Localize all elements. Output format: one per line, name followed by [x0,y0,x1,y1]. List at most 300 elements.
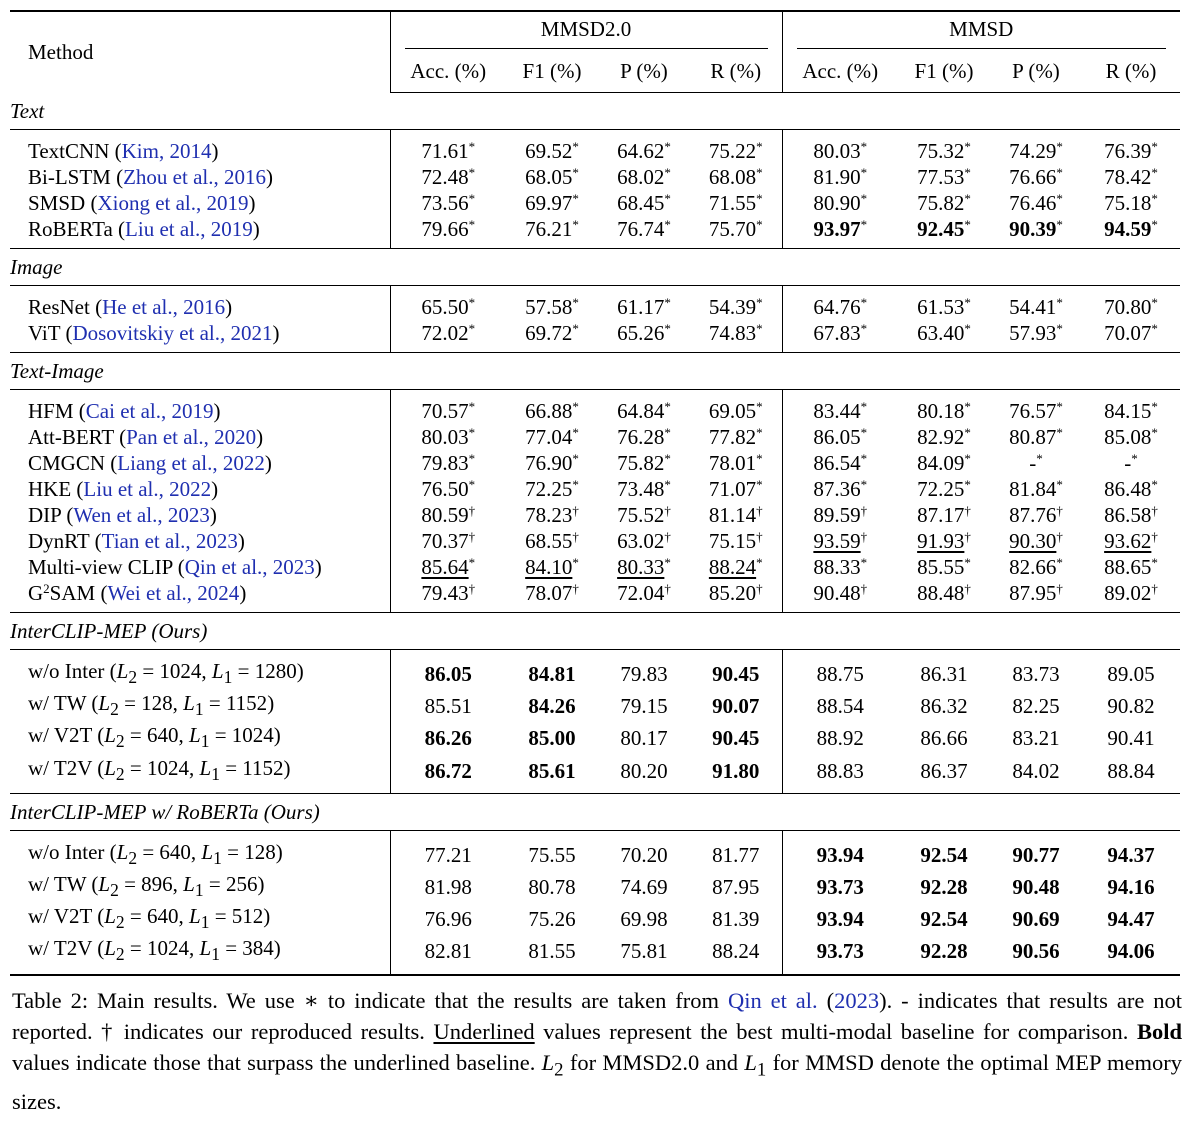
method-label: Multi-view CLIP [28,555,173,579]
cell-mark: * [1151,399,1158,414]
cell-mark: * [964,295,971,310]
symbol-l2: L [98,691,111,716]
citation-link[interactable]: Wei et al., 2024 [107,581,240,605]
citation-link[interactable]: Zhou et al., 2016 [123,165,266,189]
cell-mark: † [756,581,763,596]
l2-value: 896 [141,871,173,896]
value-cell [782,130,898,165]
cell-mark: * [664,477,671,492]
cell-mark: † [964,581,971,596]
method-label: ViT [28,321,61,345]
caption-underlined-word: Underlined [433,1019,535,1044]
symbol-l2: L [104,904,116,929]
table-row [10,390,1180,425]
symbol-sub: 2 [128,847,138,868]
value-cell [598,216,690,249]
column-header: F1 (%) [898,52,990,93]
cell-value: 90.45 [712,662,760,687]
cell-value: 76.28 [617,425,665,449]
cell-mark: * [860,295,868,310]
method-name: DIP (Wen et al., 2023) [28,503,217,527]
value-cell [390,424,506,450]
cell-value: 79.83 [620,662,668,687]
method-name: $G^2SAM$ (Wei et al., 2024) [10,580,390,613]
cell-value: 89.02 [1104,581,1152,605]
cell-value: 80.20 [620,758,668,783]
cell-value: 90.56 [1012,939,1060,964]
cell-value: 86.05 [813,425,861,449]
method-name: Multi-view CLIP (Qin et al., 2023) [28,555,322,579]
cell-mark: † [1056,581,1063,596]
cell-mark: † [1151,529,1158,544]
cell-mark: * [1151,425,1158,440]
value-cell [690,903,782,935]
value-cell [782,216,898,249]
method-label: w/ T2V ( [28,936,105,961]
value-cell [598,190,690,216]
cell-value: 81.98 [424,875,472,900]
cell-value: 74.83 [708,321,757,345]
value-cell [390,476,506,502]
cell-value: 65.50 [421,295,469,319]
cell-value: 84.15 [1104,399,1152,423]
caption-cite-year[interactable]: 2023 [834,988,880,1013]
citation-link[interactable]: Liu et al., 2022 [83,477,212,501]
cell-value: 85.08 [1104,425,1152,449]
method-name: CMGCN (Liang et al., 2022) [28,451,272,475]
value-cell [990,424,1082,450]
cell-mark: † [572,581,579,596]
cell-mark: * [1151,165,1158,180]
cell-value: 76.66 [1009,165,1057,189]
section-title: InterCLIP-MEP w/ RoBERTa (Ours) [10,793,1180,830]
citation-link[interactable]: Cai et al., 2019 [85,399,214,423]
value-cell [898,528,990,554]
cell-value: 70.37 [421,529,469,553]
cell-value: 88.84 [1107,758,1155,783]
value-cell [690,502,782,528]
cell-value: 80.87 [1009,425,1057,449]
cell-value: 75.70 [708,217,757,241]
method-label: Bi-LSTM [28,165,111,189]
l1-value: 512 [231,904,264,929]
cell-value: 88.24 [712,939,760,964]
cell-value: 84.09 [917,451,965,475]
method-name: w/ TW ($L_2 = 128$, $L_1 = 1152$) [28,691,275,720]
cell-value: 57.58 [525,295,573,319]
value-cell [690,650,782,691]
cell-value: 87.36 [813,477,861,501]
value-cell [506,320,598,353]
citation-link[interactable]: Kim, 2014 [121,139,212,163]
value-cell [598,390,690,425]
value-cell [390,130,506,165]
cell-value: 80.33 [617,555,665,579]
l1-value: 1152 [242,755,284,780]
value-cell [506,755,598,794]
caption-bold-word: Bold [1136,1019,1182,1044]
value-cell [390,164,506,190]
l1-value: 1152 [225,691,268,716]
value-cell [782,476,898,502]
cell-value: 80.17 [620,726,668,751]
method-name: w/ V2T ($L_2 = 640$, $L_1 = 1024$) [28,723,281,752]
symbol-sub: 2 [115,912,125,933]
value-cell [990,216,1082,249]
cell-value: 83.44 [813,399,861,423]
cell-value: 90.07 [712,694,760,719]
cell-value: 76.21 [525,217,573,241]
cell-mark: * [1131,451,1138,466]
method-label: RoBERTa [28,217,113,241]
value-cell [782,935,898,974]
cell-value: 77.82 [708,425,757,449]
symbol-sub: 1 [200,912,210,933]
cell-value: 75.82 [917,191,965,215]
cell-value: 76.50 [421,477,469,501]
cell-value: 81.14 [708,503,757,527]
cell-value: 82.25 [1012,694,1060,719]
value-cell [506,390,598,425]
value-cell [990,871,1082,903]
value-cell [898,755,990,794]
cell-value: 87.17 [917,503,965,527]
value-cell [1082,650,1180,691]
cell-value: 90.77 [1012,842,1060,867]
method-name: w/o Inter ($L_2 = 640$, $L_1 = 128$) [28,839,283,868]
cell-mark: † [572,529,579,544]
cell-value: 77.21 [424,842,472,867]
cell-value: 92.28 [920,875,968,900]
cell-value: 78.42 [1104,165,1152,189]
value-cell [390,390,506,425]
cell-value: 81.39 [712,907,760,932]
value-cell [506,830,598,871]
cell-value: 70.80 [1104,295,1152,319]
value-cell [898,650,990,691]
cell-value: 88.92 [816,726,864,751]
cell-value: 61.17 [617,295,665,319]
cell-mark: * [572,191,579,206]
method-label: w/ TW ( [28,871,99,896]
method-label-rest: SAM [49,581,96,605]
value-cell [598,130,690,165]
symbol-l1: L [183,691,195,716]
cell-value: 75.52 [617,503,665,527]
cell-value: 76.46 [1009,191,1057,215]
cell-value: 66.88 [525,399,573,423]
citation-link[interactable]: Tian et al., 2023 [101,529,238,553]
cell-mark: * [756,555,763,570]
cell-value: 86.58 [1104,503,1152,527]
symbol-l1: L [199,936,212,961]
cell-value: 88.33 [813,555,861,579]
cell-value: 71.55 [708,191,757,215]
cell-value: 74.29 [1009,139,1057,163]
cell-mark: * [468,451,476,466]
cell-value: 83.21 [1012,726,1060,751]
table-caption: Table 2: Main results. We use ∗ to indicate that the results are taken from Qin et al. (2023). - indicates that results are not reported. † indicates our reproduced results. Underlined values represent the best multi-modal baseline for comparison. Bold values indicate those that surpass the underlined baseline. $L_2$ for MMSD2.0 and $L_1$ for MMSD denote the optimal MEP memory sizes. [12,988,1183,1114]
value-cell [690,580,782,613]
method-name: ViT (Dosovitskiy et al., 2021) [10,320,390,353]
value-cell [390,190,506,216]
l2-value: 640 [147,723,179,748]
cell-value: 86.26 [424,726,472,751]
method-label-sup: 2 [43,581,50,596]
value-cell [390,903,506,935]
value-cell [898,320,990,353]
value-cell [898,830,990,871]
cell-mark: * [572,451,579,466]
value-cell [390,580,506,613]
value-cell [782,830,898,871]
value-cell [898,502,990,528]
value-cell [898,580,990,613]
cell-value: 63.02 [617,529,665,553]
section-header-row [10,93,1180,130]
cell-mark: * [468,165,476,180]
value-cell [1082,755,1180,794]
cell-value: 85.51 [424,694,472,719]
value-cell [598,903,690,935]
citation-link[interactable]: Liu et al., 2019 [125,217,253,241]
cell-mark: † [664,503,671,518]
cell-value: 86.72 [424,758,472,783]
value-cell [782,502,898,528]
value-cell [782,450,898,476]
citation-link[interactable]: Dosovitskiy et al., 2021 [72,321,273,345]
value-cell [690,286,782,321]
method-name: RoBERTa (Liu et al., 2019) [10,216,390,249]
cell-value: 78.23 [525,503,573,527]
cell-mark: * [664,321,671,336]
value-cell [1082,164,1180,190]
cell-mark: † [1056,529,1063,544]
value-cell [898,450,990,476]
symbol-l1: L [199,755,212,780]
value-cell [990,130,1082,165]
cell-value: 85.00 [528,726,576,751]
cell-value: 93.73 [816,875,864,900]
cell-mark: † [468,529,476,544]
section-title: Text-Image [10,353,1180,390]
citation-link[interactable]: Wen et al., 2023 [73,503,210,527]
value-cell [782,554,898,580]
method-name: w/ TW ($L_2 = 896$, $L_1 = 256$) [28,871,265,901]
value-cell [390,450,506,476]
cell-mark: * [756,165,763,180]
cell-value: 80.03 [813,139,861,163]
value-cell [898,130,990,165]
value-cell [690,722,782,754]
value-cell [898,722,990,754]
method-label: DIP [28,503,62,527]
table-row [10,755,1180,794]
cell-mark: * [1056,139,1063,154]
value-cell [506,935,598,974]
method-label: TextCNN [28,139,110,163]
citation-link[interactable]: Xiong et al., 2019 [97,191,249,215]
cell-mark: † [468,503,476,518]
table-row [10,450,1180,476]
citation-link[interactable]: He et al., 2016 [102,295,226,319]
cell-value: 92.54 [920,842,968,867]
section-header-row [10,249,1180,286]
value-cell [782,164,898,190]
value-cell [1082,216,1180,249]
cell-mark: * [860,321,868,336]
value-cell [506,216,598,249]
value-cell [390,871,506,903]
section-title: Image [10,249,1180,286]
table-row [10,903,1180,935]
cell-mark: * [860,425,868,440]
column-header: Acc. (%) [390,52,506,93]
symbol-l2: L [116,659,129,683]
citation-link[interactable]: Pan et al., 2020 [126,425,257,449]
symbol-sub: 2 [115,763,125,784]
cell-mark: * [468,321,476,336]
symbol-l2: L [116,839,129,864]
value-cell [898,903,990,935]
value-cell [1082,580,1180,613]
cell-value: 67.83 [813,321,861,345]
value-cell [898,690,990,722]
cell-value: 81.55 [528,939,576,964]
column-header: P (%) [598,52,690,93]
cell-mark: * [664,451,671,466]
value-cell [598,830,690,871]
cell-value: 94.59 [1104,217,1152,241]
method-name: Att-BERT (Pan et al., 2020) [28,425,264,449]
value-cell [506,190,598,216]
section-header-row [10,353,1180,390]
cell-mark: † [664,529,671,544]
cell-value: 86.31 [920,662,968,687]
value-cell [990,755,1082,794]
cell-mark: * [1056,295,1063,310]
value-cell [390,722,506,754]
citation-link[interactable]: Qin et al., 2023 [184,555,315,579]
symbol-sub: 1 [213,847,222,868]
cell-mark: * [664,217,671,232]
value-cell [990,830,1082,871]
table-row [10,871,1180,903]
l1-value: 256 [225,871,258,896]
value-cell [1082,830,1180,871]
cell-value: 90.82 [1107,694,1155,719]
cell-value: 85.64 [421,555,469,579]
cell-mark: * [964,139,971,154]
value-cell [1082,903,1180,935]
value-cell [506,450,598,476]
cell-mark: * [1151,477,1158,492]
cell-value: 93.94 [816,842,864,867]
cell-value: 94.37 [1107,842,1155,867]
symbol-sub: 1 [200,731,210,752]
method-label: ResNet [28,295,90,319]
cell-value: 80.90 [813,191,861,215]
cell-value: 86.32 [920,694,968,719]
cell-value: 68.02 [617,165,665,189]
table-row [10,424,1180,450]
method-name: w/ V2T ($L_2 = 640$, $L_1 = 512$) [28,904,271,933]
cell-value: 88.75 [816,662,864,687]
value-cell [598,871,690,903]
value-cell [782,528,898,554]
value-cell [506,502,598,528]
cell-value: 75.18 [1104,191,1152,215]
cell-value: 85.55 [917,555,965,579]
symbol-sub: 2 [115,944,125,965]
cell-mark: * [860,217,868,232]
l2-value: 1024 [159,659,202,683]
cell-value: 71.07 [708,477,757,501]
cell-value: 81.77 [712,842,760,867]
cell-mark: * [468,139,476,154]
cell-value: 79.66 [421,217,469,241]
value-cell [390,690,506,722]
cell-mark: * [1056,477,1063,492]
cell-value: 94.47 [1107,907,1155,932]
cell-value: 76.57 [1009,399,1057,423]
value-cell [390,216,506,249]
value-cell [690,190,782,216]
cell-mark: * [1056,555,1063,570]
value-cell [1082,528,1180,554]
symbol-sub: 2 [110,880,119,901]
value-cell [390,528,506,554]
group-label-mmsd: MMSD [797,16,1167,49]
l2-value: 640 [147,904,179,929]
value-cell [990,935,1082,974]
value-cell [598,722,690,754]
value-cell [690,130,782,165]
table-row [10,722,1180,754]
cell-value: 75.81 [620,939,668,964]
cell-value: 84.10 [525,555,573,579]
cell-mark: * [860,555,868,570]
cell-mark: * [572,217,579,232]
cell-value: 93.73 [816,939,864,964]
value-cell [506,528,598,554]
value-cell [690,450,782,476]
citation-link[interactable]: Liang et al., 2022 [117,451,265,475]
value-cell [990,450,1082,476]
l1-value: 1024 [231,723,274,748]
cell-mark: * [756,477,763,492]
value-cell [690,390,782,425]
value-cell [390,286,506,321]
cell-value: 81.90 [813,165,861,189]
table-row [10,130,1180,165]
table-row [10,935,1180,974]
cell-mark: * [756,139,763,154]
symbol-l2: L [104,755,116,780]
value-cell [898,216,990,249]
value-cell [506,424,598,450]
cell-mark: * [664,191,671,206]
value-cell [598,528,690,554]
cell-value: 73.48 [617,477,665,501]
caption-cite-link[interactable]: Qin et al. [727,988,818,1013]
cell-mark: * [664,165,671,180]
cell-value: - [1029,451,1037,475]
cell-value: 68.55 [525,529,573,553]
value-cell [1082,390,1180,425]
cell-mark: * [1151,139,1158,154]
cell-mark: * [756,451,763,466]
